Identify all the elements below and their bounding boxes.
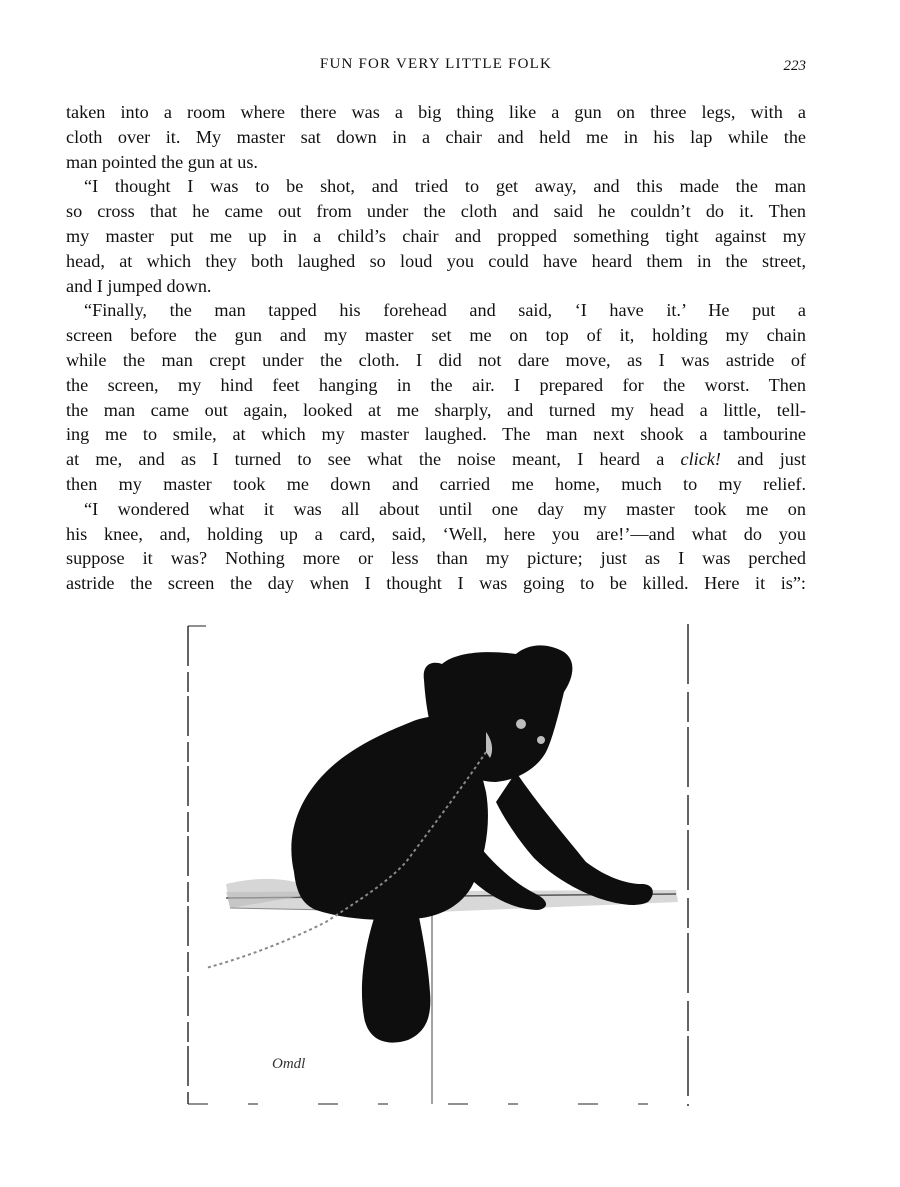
text-line: while the man crept under the cloth. I did not dare move, as I was astride of: [66, 349, 806, 370]
text-line: cloth over it. My master sat down in a chair and held me in his lap while the: [66, 126, 806, 147]
running-title: FUN FOR VERY LITTLE FOLK: [319, 56, 553, 72]
text-line-with-emphasis: [66, 447, 806, 472]
text-line: suppose it was? Nothing more or less than my picture; just as I was perched: [66, 548, 806, 569]
text-line: man pointed the gun at us.: [66, 151, 258, 172]
text-line: the man came out again, looked at me sharply, and turned my head a little, tell-: [66, 399, 806, 420]
running-head: [66, 56, 806, 78]
emphasis-click: click!: [680, 449, 721, 470]
text-line: and I jumped down.: [66, 275, 212, 296]
monogram-text: Omdl: [272, 1056, 306, 1072]
text-fragment: at me, and as I turned to see what the noise meant, I heard a: [66, 449, 681, 470]
text-line: his knee, and, holding up a card, said, ‘Well, here you are!’—and what do you: [66, 523, 806, 544]
text-line: my master put me up in a child’s chair and propped something tight against my: [66, 225, 806, 246]
bear-cub-photograph: [186, 622, 692, 1108]
text-line: then my master took me down and carried me home, much to my relief.: [66, 473, 806, 494]
text-line: the screen, my hind feet hanging in the air. I prepared for the worst. Then: [66, 374, 806, 395]
text-line: “Finally, the man tapped his forehead and said, ‘I have it.’ He put a: [84, 300, 806, 321]
text-line: so cross that he came out from under the cloth and said he couldn’t do it. Then: [66, 201, 806, 222]
page-number: 223: [783, 58, 806, 74]
photo-svg: [186, 622, 692, 1108]
bear-cub: [291, 645, 652, 1042]
text-line: “I wondered what it was all about until one day my master took me on: [84, 498, 806, 519]
body-text: [66, 100, 806, 596]
photographer-monogram: [272, 1056, 305, 1072]
text-fragment: and just: [720, 449, 806, 470]
text-line: ing me to smile, at which my master laughed. The man next shook a tambourine: [66, 424, 806, 445]
text-line: taken into a room where there was a big thing like a gun on three legs, with a: [66, 102, 806, 122]
text-line: “I thought I was to be shot, and tried to get away, and this made the man: [84, 176, 806, 197]
text-line: screen before the gun and my master set me on top of it, holding my chain: [66, 325, 806, 346]
text-line: astride the screen the day when I thought I was going to be killed. Here it is”:: [66, 573, 806, 594]
text-line: head, at which they both laughed so loud you could have heard them in the street,: [66, 250, 806, 271]
